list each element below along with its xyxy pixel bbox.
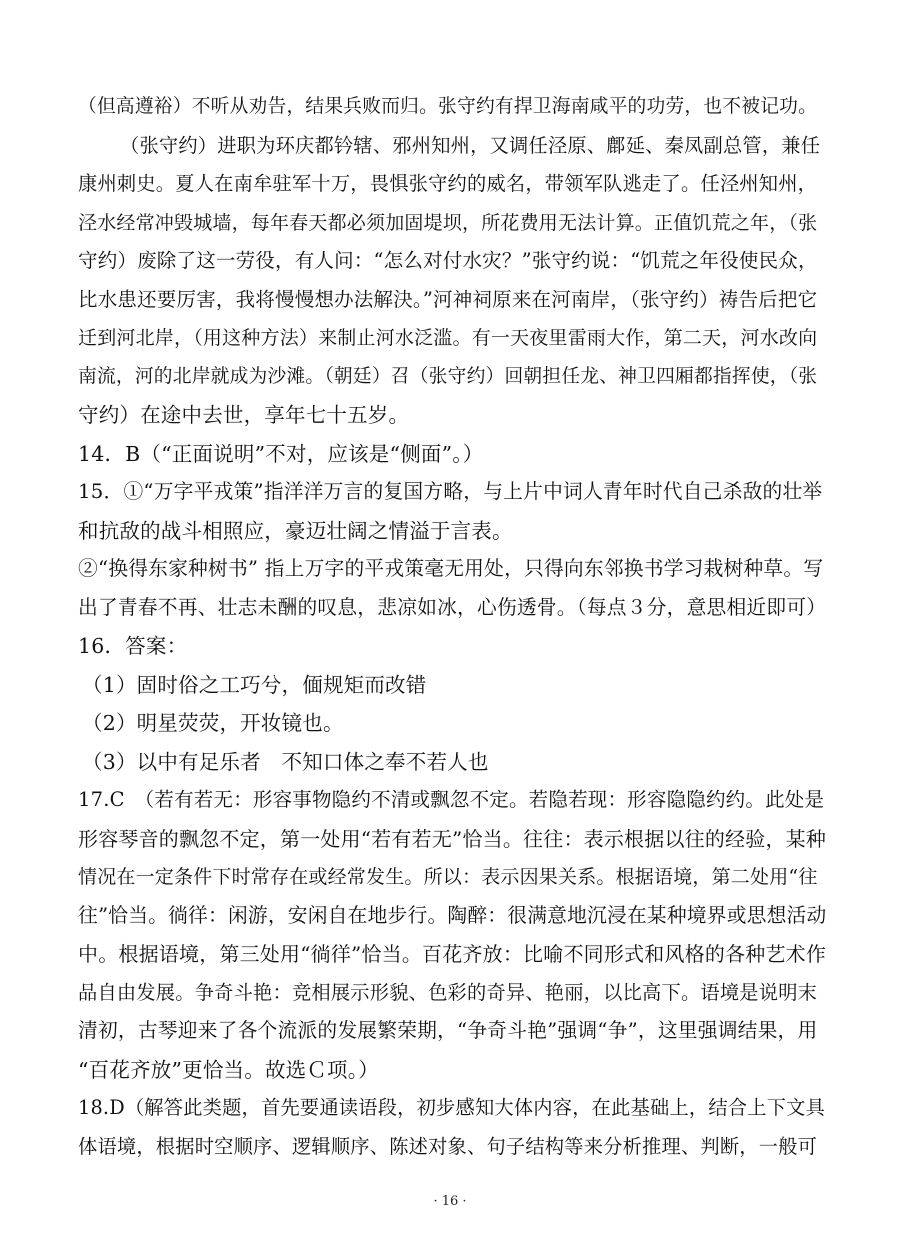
text-line: （张守约）进职为环庆都钤辖、邪州知州，又调任泾原、鄜延、秦凤副总管，兼任 — [120, 133, 821, 157]
text-line: （但高遵裕）不听从劝告，结果兵败而归。张守约有捍卫海南咸平的功劳，也不被记功。 — [78, 96, 818, 117]
text-line: 品自由发展。争奇斗艳：竞相展示形貌、色彩的奇异、艳丽，以比高下。语境是说明末 — [78, 980, 818, 1004]
text-line: 守约）在途中去世，享年七十五岁。 — [78, 403, 410, 427]
answer-15: 15．①“万字平戎策”指洋洋万言的复国方略，与上片中词人青年时代自己杀敌的壮举 — [78, 480, 823, 503]
text-line: 康州刺史。夏人在南牟驻军十万，畏惧张守约的威名，带领军队逃走了。任泾州知州， — [78, 172, 818, 195]
text-line: “百花齐放”更恰当。故选Ｃ项。） — [78, 1057, 379, 1082]
text-line: 情况在一定条件下时常存在或经常发生。所以：表示因果关系。根据语境，第二处用“往 — [78, 866, 818, 888]
text-line: 体语境，根据时空顺序、逻辑顺序、陈述对象、句子结构等来分析推理、判断，一般可 — [78, 1134, 818, 1158]
document-body — [78, 88, 826, 1166]
text-line: （2）明星荧荧，开妆镜也。 — [82, 711, 344, 735]
text-line: ②“换得东家种树书” 指上万字的平戎策毫无用处，只得向东邻换书学习栽树种草。写 — [78, 557, 824, 580]
text-line: 守约）废除了这一劳役，有人问：“怎么对付水灾？”张守约说：“饥荒之年役使民众， — [78, 249, 818, 272]
answer-14: 14．B（“正面说明”不对，应该是“侧面”。） — [78, 441, 484, 466]
answer-18: 18.D（解答此类题，首先要通读语段，初步感知大体内容，在此基础上，结合上下文具 — [78, 1096, 826, 1119]
text-line: 形容琴音的飘忽不定，第一处用“若有若无”恰当。往往：表示根据以往的经验，某种 — [78, 826, 827, 851]
text-line: 清初，古琴迎来了各个流派的发展繁荣期，“争奇斗艳”强调“争”，这里强调结果，用 — [78, 1019, 818, 1042]
answer-16: 16．答案： — [78, 634, 188, 658]
text-line: 和抗敌的战斗相照应，豪迈壮阔之情溢于言表。 — [78, 518, 513, 543]
text-line: 往”恰当。徜徉：闲游，安闲自在地步行。陶醉：很满意地沉浸在某种境界或思想活动 — [78, 903, 827, 927]
text-line: 迁到河北岸，（用这种方法）来制止河水泛滥。有一天夜里雷雨大作，第二天，河水改向 — [78, 327, 818, 349]
text-line: 泾水经常冲毁城墙，每年春天都必须加固堤坝，所花费用无法计算。正值饥荒之年，（张 — [78, 211, 818, 234]
answer-17: 17.C （若有若无：形容事物隐约不清或飘忽不定。若隐若现：形容隐隐约约。此处是 — [78, 788, 825, 811]
text-line: 出了青春不再、壮志未酬的叹息，悲凉如冰，心伤透骨。（每点３分，意思相近即可） — [78, 595, 827, 619]
text-line: 南流，河的北岸就成为沙滩。（朝廷）召（张守约）回朝担任龙、神卫四厢都指挥使，（张 — [78, 365, 818, 387]
text-line: （3）以中有足乐者 不知口体之奉不若人也 — [82, 749, 489, 774]
page-number: · 16 · — [433, 1194, 467, 1209]
text-line: 中。根据语境，第三处用“徜徉”恰当。百花齐放：比喻不同形式和风格的各种艺术作 — [78, 942, 827, 966]
text-line: （1）固时俗之工巧兮，偭规矩而改错 — [82, 672, 427, 697]
text-line: 比水患还要厉害，我将慢慢想办法解決。”河神祠原来在河南岸，（张守约）祷告后把它 — [78, 287, 818, 311]
